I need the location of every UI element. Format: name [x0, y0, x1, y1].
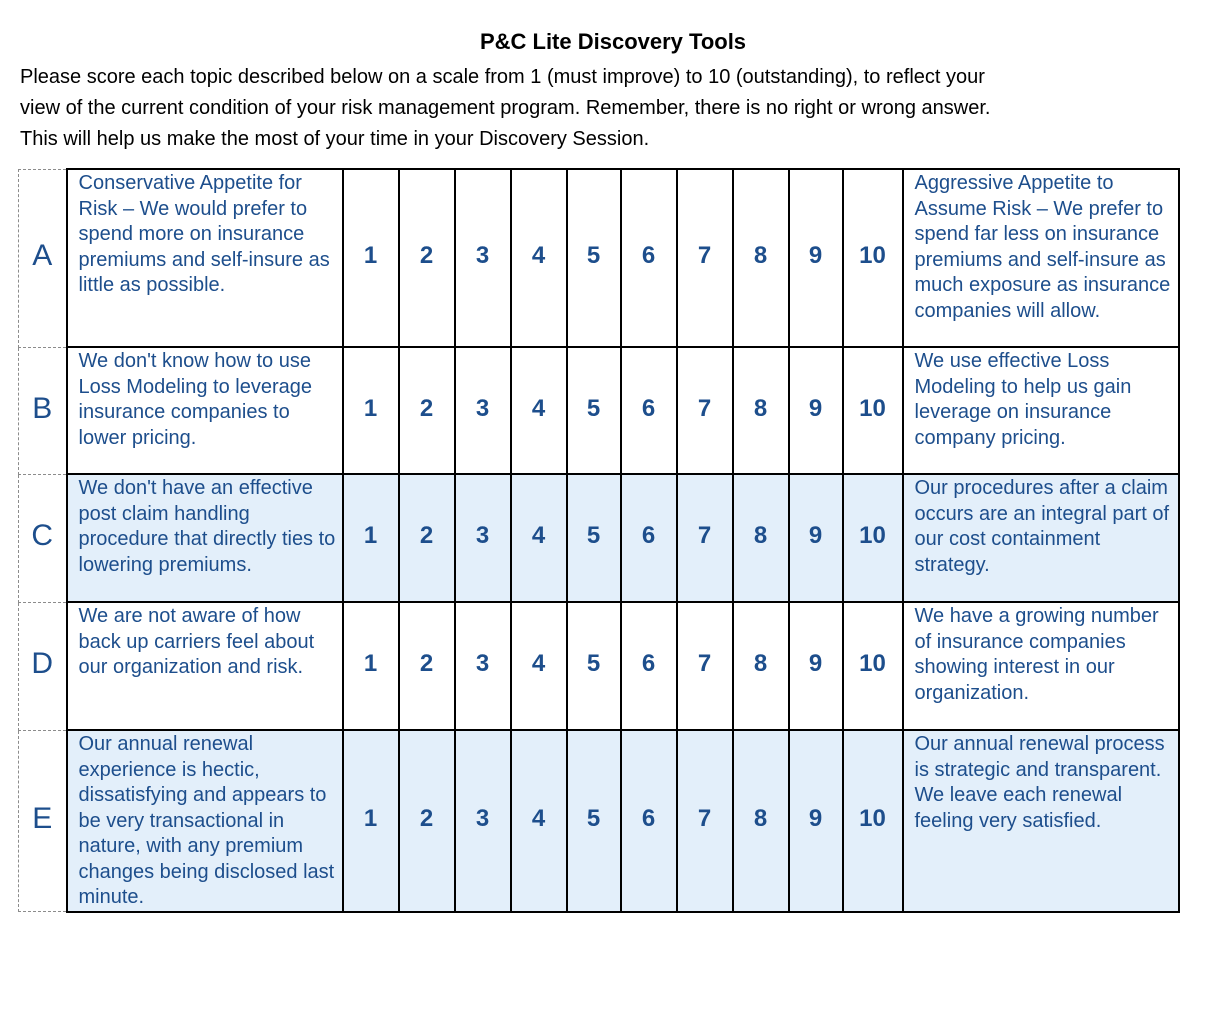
high-score-description: Our annual renewal process is strategic and transparent. We leave each renewal feeling very satisfied.	[903, 730, 1179, 912]
high-score-description: We use effective Loss Modeling to help us gain leverage on insurance company pricing.	[903, 347, 1179, 474]
score-option-5[interactable]	[567, 602, 621, 730]
score-option-6[interactable]	[621, 347, 677, 474]
score-option-7[interactable]	[677, 730, 733, 912]
score-option-2[interactable]	[399, 730, 455, 912]
row-letter	[19, 347, 67, 474]
score-label: 3	[475, 804, 490, 832]
score-label: 6	[641, 522, 656, 549]
score-label: 2	[419, 242, 434, 269]
low-score-description: We are not aware of how back up carriers feel about our organization and risk.	[67, 602, 343, 730]
score-label: 6	[641, 804, 656, 832]
score-label: 3	[475, 394, 490, 422]
score-option-5[interactable]	[567, 730, 621, 912]
score-option-1[interactable]	[343, 602, 399, 730]
score-label: 6	[641, 242, 656, 269]
score-label: 5	[586, 522, 601, 549]
score-label: 10	[859, 242, 886, 269]
score-label: 9	[808, 650, 823, 677]
score-label: 6	[641, 394, 656, 422]
score-option-1[interactable]	[343, 474, 399, 602]
score-label: 2	[419, 650, 434, 677]
low-score-description: We don't have an effective post claim handling procedure that directly ties to lowering premiums.	[67, 474, 343, 602]
intro-paragraph	[20, 62, 1210, 155]
score-label: 8	[753, 394, 768, 422]
score-option-1[interactable]	[343, 169, 399, 347]
score-label: 1	[363, 242, 378, 269]
score-option-8[interactable]	[733, 602, 789, 730]
score-option-9[interactable]	[789, 347, 843, 474]
score-option-6[interactable]	[621, 474, 677, 602]
score-label: 9	[808, 522, 823, 549]
score-label: 9	[808, 394, 823, 422]
intro-line: Please score each topic described below on a scale from 1 (must improve) to 10 (outstanding), to reflect your	[20, 66, 985, 88]
score-option-3[interactable]	[455, 730, 511, 912]
score-label: 1	[363, 394, 378, 422]
score-label: 1	[363, 650, 378, 677]
score-option-2[interactable]	[399, 474, 455, 602]
score-label: 1	[363, 804, 378, 832]
score-label: 7	[697, 522, 712, 549]
row-letter	[19, 730, 67, 912]
score-label: 4	[531, 804, 546, 832]
rating-row-c	[19, 474, 1179, 602]
score-option-7[interactable]	[677, 474, 733, 602]
score-option-4[interactable]	[511, 602, 567, 730]
score-label: 4	[531, 242, 546, 269]
row-letter-text: A	[32, 239, 53, 272]
score-option-2[interactable]	[399, 602, 455, 730]
score-option-7[interactable]	[677, 602, 733, 730]
row-letter-text: E	[32, 801, 53, 835]
score-label: 4	[531, 394, 546, 422]
score-label: 2	[419, 394, 434, 422]
high-score-description: Aggressive Appetite to Assume Risk – We prefer to spend far less on insurance premiums and self-insure as much exposure as insurance companies will allow.	[903, 169, 1179, 347]
rating-table	[18, 168, 1180, 913]
score-label: 8	[753, 650, 768, 677]
row-letter-text: D	[31, 647, 54, 680]
score-option-1[interactable]	[343, 730, 399, 912]
low-score-description: Conservative Appetite for Risk – We would prefer to spend more on insurance premiums and self-insure as little as possible.	[67, 169, 343, 347]
high-score-description: Our procedures after a claim occurs are an integral part of our cost containment strategy.	[903, 474, 1179, 602]
rating-row-d	[19, 602, 1179, 730]
score-label: 10	[859, 650, 886, 677]
score-label: 5	[586, 650, 601, 677]
score-option-5[interactable]	[567, 347, 621, 474]
score-option-10[interactable]	[843, 347, 903, 474]
intro-line: view of the current condition of your risk management program. Remember, there is no right or wrong answer.	[20, 97, 991, 119]
score-option-10[interactable]	[843, 730, 903, 912]
score-option-3[interactable]	[455, 602, 511, 730]
score-option-3[interactable]	[455, 474, 511, 602]
score-label: 8	[753, 804, 768, 832]
score-label: 7	[697, 394, 712, 422]
score-option-5[interactable]	[567, 169, 621, 347]
score-option-4[interactable]	[511, 730, 567, 912]
score-option-10[interactable]	[843, 474, 903, 602]
score-option-6[interactable]	[621, 602, 677, 730]
rating-row-a	[19, 169, 1179, 347]
score-label: 3	[475, 242, 490, 269]
score-label: 2	[419, 804, 434, 832]
row-letter-text: C	[31, 519, 54, 552]
score-option-8[interactable]	[733, 730, 789, 912]
score-option-5[interactable]	[567, 474, 621, 602]
score-label: 7	[697, 242, 712, 269]
score-label: 7	[697, 650, 712, 677]
score-label: 1	[363, 522, 378, 549]
score-option-8[interactable]	[733, 169, 789, 347]
score-option-8[interactable]	[733, 474, 789, 602]
score-option-3[interactable]	[455, 169, 511, 347]
score-option-4[interactable]	[511, 474, 567, 602]
score-label: 6	[641, 650, 656, 677]
score-label: 4	[531, 522, 546, 549]
score-label: 10	[859, 522, 886, 549]
low-score-description: We don't know how to use Loss Modeling to leverage insurance companies to lower pricing.	[67, 347, 343, 474]
score-option-2[interactable]	[399, 169, 455, 347]
score-option-4[interactable]	[511, 347, 567, 474]
score-label: 7	[697, 804, 712, 832]
score-option-9[interactable]	[789, 169, 843, 347]
score-option-9[interactable]	[789, 730, 843, 912]
low-score-description: Our annual renewal experience is hectic, dissatisfying and appears to be very transactional in nature, with any premium changes being disclosed last minute.	[67, 730, 343, 912]
score-label: 9	[808, 804, 823, 832]
score-option-7[interactable]	[677, 347, 733, 474]
score-option-6[interactable]	[621, 730, 677, 912]
score-label: 5	[586, 394, 601, 422]
score-option-10[interactable]	[843, 602, 903, 730]
score-label: 10	[859, 394, 886, 422]
row-letter	[19, 602, 67, 730]
rating-row-b	[19, 347, 1179, 474]
score-label: 5	[586, 242, 601, 269]
score-option-9[interactable]	[789, 602, 843, 730]
high-score-description: We have a growing number of insurance companies showing interest in our organization.	[903, 602, 1179, 730]
rating-row-e	[19, 730, 1179, 912]
score-option-7[interactable]	[677, 169, 733, 347]
score-option-3[interactable]	[455, 347, 511, 474]
score-option-9[interactable]	[789, 474, 843, 602]
score-option-2[interactable]	[399, 347, 455, 474]
score-label: 5	[586, 804, 601, 832]
score-label: 8	[753, 522, 768, 549]
score-label: 3	[475, 650, 490, 677]
score-option-10[interactable]	[843, 169, 903, 347]
score-label: 4	[531, 650, 546, 677]
page-title: P&C Lite Discovery Tools	[479, 29, 747, 54]
score-option-4[interactable]	[511, 169, 567, 347]
row-letter	[19, 169, 67, 347]
score-label: 3	[475, 522, 490, 549]
score-label: 9	[808, 242, 823, 269]
intro-line: This will help us make the most of your time in your Discovery Session.	[20, 128, 650, 150]
score-option-6[interactable]	[621, 169, 677, 347]
score-label: 10	[859, 804, 886, 832]
row-letter	[19, 474, 67, 602]
score-option-1[interactable]	[343, 347, 399, 474]
score-option-8[interactable]	[733, 347, 789, 474]
row-letter-text: B	[32, 391, 53, 425]
score-label: 8	[753, 242, 768, 269]
score-label: 2	[419, 522, 434, 549]
